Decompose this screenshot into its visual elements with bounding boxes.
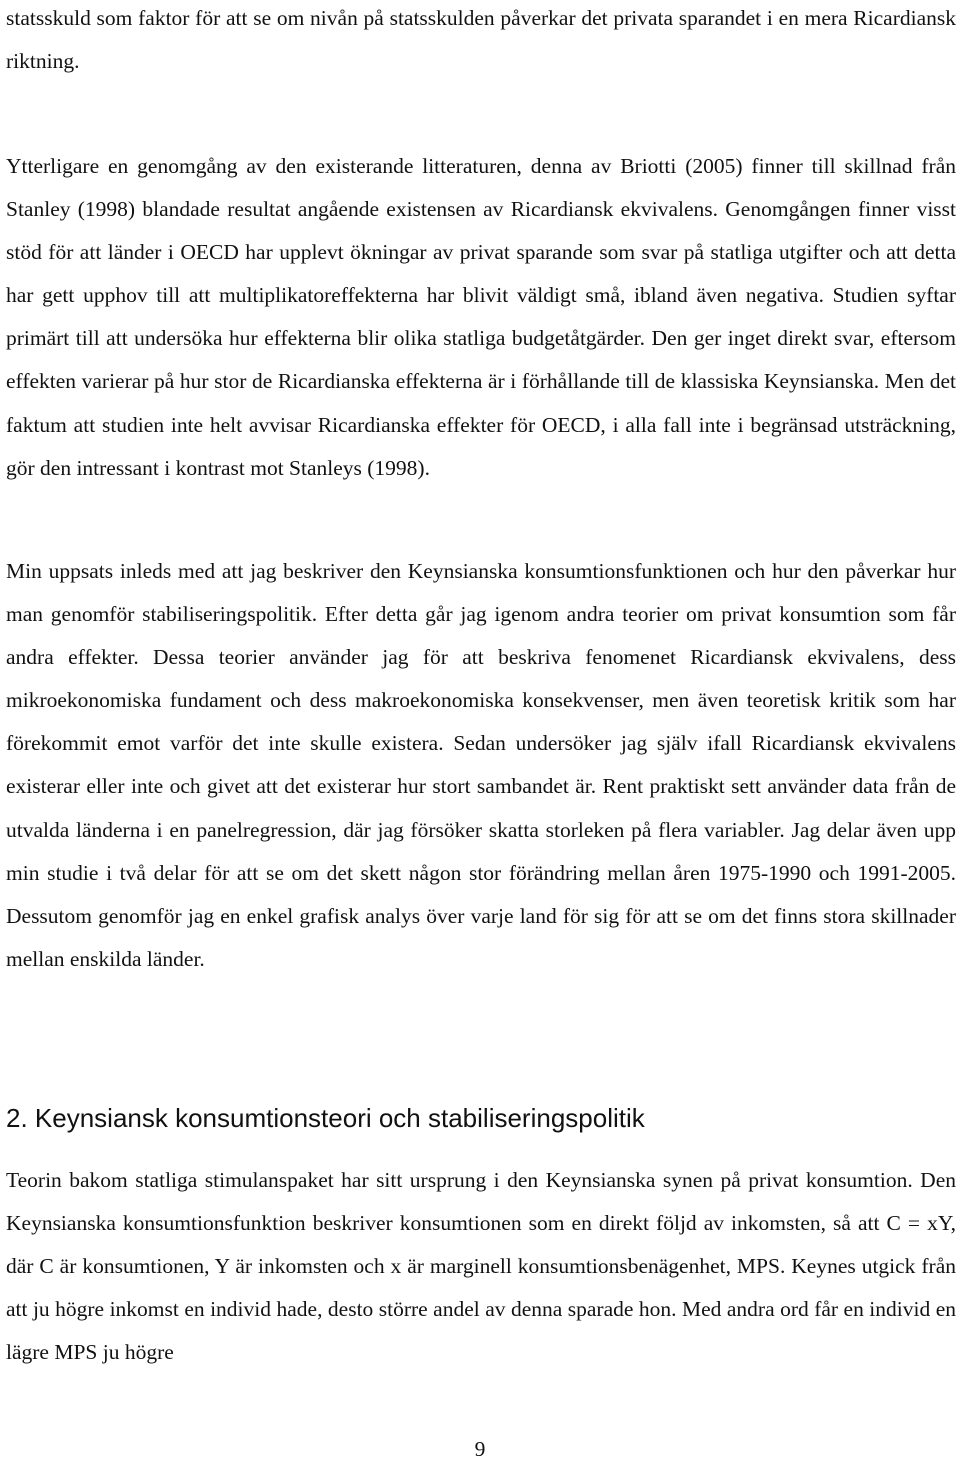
body-paragraph: Ytterligare en genomgång av den existerande litteraturen, denna av Briotti (2005) finner till skillnad från Stanley (1998) blandade resultat angående existensen av Ricardiansk ekvivalens. Genomgången finner visst stöd för att länder i OECD har upplevt ökningar av privat sparande som svar på statliga utgifter och att detta har gett upphov till att multiplikatoreffekterna har blivit väldigt små, ibland även negativa. Studien syftar primärt till att undersöka hur effekterna blir olika statliga budgetåtgärder. Den ger inget direkt svar, eftersom effekten varierar på hur stor de Ricardianska effekterna är i förhållande till de klassiska Keynsianska. Men det faktum att studien inte helt avvisar Ricardianska effekter för OECD, i alla fall inte i begränsad utsträckning, gör den intressant i kontrast mot Stanleys (1998). xyxy=(6,154,956,480)
body-paragraph: Min uppsats inleds med att jag beskriver den Keynsianska konsumtionsfunktionen och hur den påverkar hur man genomför stabiliseringspolitik. Efter detta går jag igenom andra teorier om privat konsumtion som får andra effekter. Dessa teorier använder jag för att beskriva fenomenet Ricardiansk ekvivalens, dess mikroekonomiska fundament och dess makroekonomiska konsekvenser, men även teoretisk kritik som har förekommit emot varför det inte skulle existera. Sedan undersöker jag själv ifall Ricardiansk ekvivalens existerar eller inte och givet att det existerar hur stort sambandet är. Rent praktiskt sett använder data från de utvalda länderna i en panelregression, där jag försöker skatta storleken på flera variabler. Jag delar även upp min studie i två delar för att se om det skett någon stor förändring mellan åren 1975-1990 och 1991-2005. Dessutom genomför jag en enkel grafisk analys över varje land för sig för att se om det finns stora skillnader mellan enskilda länder. xyxy=(6,559,956,971)
body-paragraph: statsskuld som faktor för att se om nivån på statsskulden påverkar det privata sparandet i en mera Ricardiansk riktning. xyxy=(6,6,956,74)
body-paragraph: Teorin bakom statliga stimulanspaket har sitt ursprung i den Keynsianska synen på privat konsumtion. Den Keynsianska konsumtionsfunktion beskriver konsumtionen som en direkt följd av inkomsten, så att C = xY, där C är konsumtionen, Y är inkomsten och x är marginell konsumtionsbenägenhet, MPS. Keynes utgick från att ju högre inkomst en individ hade, desto större andel av denna sparade hon. Med andra ord får en individ en lägre MPS ju högre xyxy=(6,1168,956,1365)
section-heading: 2. Keynsiansk konsumtionsteori och stabiliseringspolitik xyxy=(6,1103,645,1133)
page-number: 9 xyxy=(474,1437,486,1461)
